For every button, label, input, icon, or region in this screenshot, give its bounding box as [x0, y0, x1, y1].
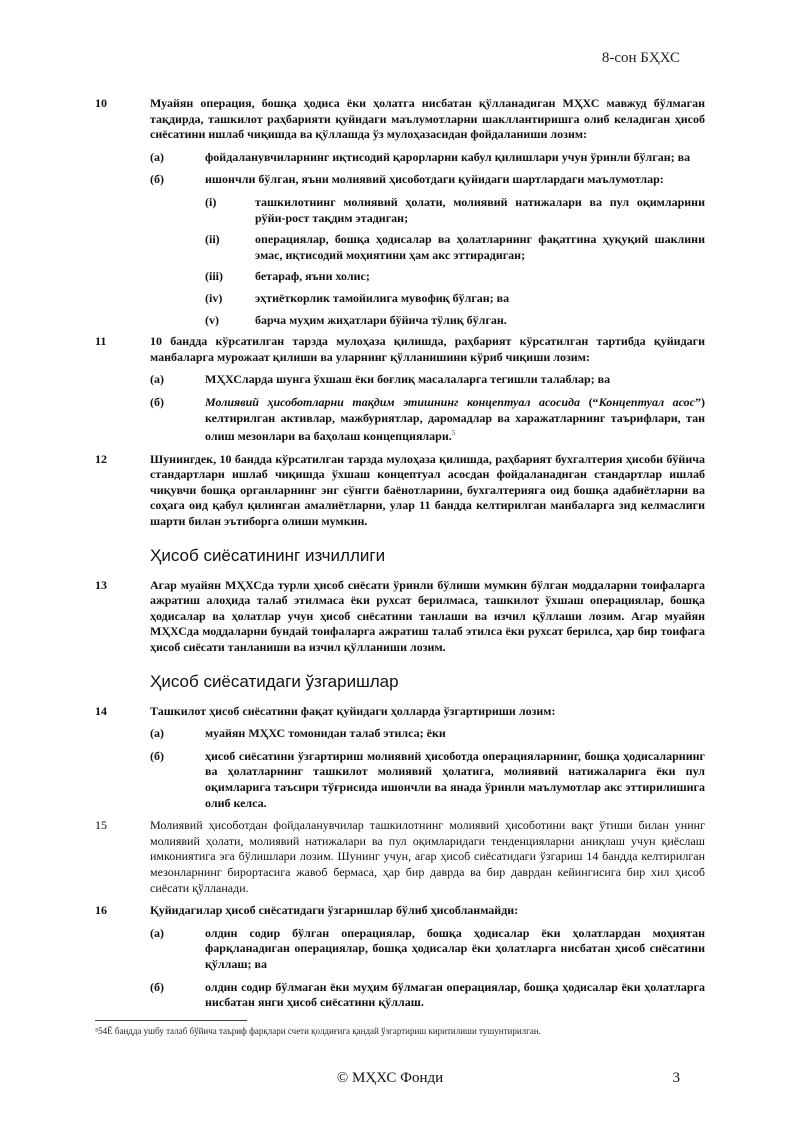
section-heading-changes: Ҳисоб сиёсатидаги ўзгаришлар	[150, 671, 399, 691]
list-text	[205, 395, 705, 445]
page-number: 3	[672, 1070, 680, 1086]
paragraph-16	[95, 903, 705, 919]
paragraph-text: 10 бандда кўрсатилган тарзда мулоҳаза қилишда, раҳбарият кўрсатилган тартибда қуйидаги манбаларга мурожаат қилиши ва уларнинг қўлланишини кўриб чиқиши лозим:	[150, 334, 705, 364]
list-text-rest: ”) келтирилган активлар, мажбуриятлар, даромадлар ва харажатларнинг таърифлари, тан олиш мезонлари ва баҳолаш концепциялари.	[205, 394, 706, 444]
list-label: (iv)	[205, 290, 223, 305]
paragraph-15	[95, 818, 705, 896]
list-label: (а)	[150, 372, 164, 387]
list-item-iii	[205, 269, 705, 285]
paragraph-number: 10	[95, 96, 107, 110]
list-item-b	[150, 980, 705, 1011]
list-item-a	[150, 150, 705, 166]
main-content	[95, 96, 705, 1018]
list-item-a	[150, 726, 705, 742]
list-label: (i)	[205, 194, 217, 209]
paragraph-13	[95, 578, 705, 656]
paragraph-number: 15	[95, 818, 107, 833]
paragraph-text: Қуйидагилар ҳисоб сиёсатидаги ўзгаришлар бўлиб ҳисобланмайди:	[150, 903, 519, 918]
copyright: © МҲХС Фонди	[336, 1070, 444, 1086]
paragraph-text: Агар муайян МҲХСда турли ҳисоб сиёсати ўринли бўлиши мумкин бўлган моддаларни тоифаларга ажратиш алоҳида талаб этилмаса ёки рухсат берилмаса, ташкилот ўхшаш операциялар, бошқа ҳодисалар ва ҳолатлар учун ҳисоб сиёсатини танлаши ва изчил қўллаши лозим. Агар муайян МҲХСда моддаларни бундай тоифаларга ажратиш талаб этилса ёки рухсат берилса, ҳар бир тоифага ҳисоб сиёсати танланиши ва изчил қўлланиши лозим.	[150, 577, 705, 655]
paragraph-text: Молиявий ҳисоботдан фойдаланувчилар ташкилотнинг молиявий ҳисоботини вақт ўтиши билан унинг молиявий ҳолати, молиявий натижалари ва пул оқимларидаги тенденцияларни аниқлаш учун қиёслаш имкониятига эга бўлишлари лозим. Шунинг учун, агар ҳисоб сиёсатидаги ўзгариш 14 бандда келтирилган мезонларнинг бирортасига жавоб бермаса, ҳар бир даврда ва бир даврдан кейингисига бир хил ҳисоб сиёсати қўлланади.	[150, 818, 705, 895]
paragraph-number: 11	[95, 334, 107, 349]
list-label: (б)	[150, 979, 164, 994]
list-label: (б)	[150, 748, 164, 763]
list-text: ташкилотнинг молиявий ҳолати, молиявий натижалари ва пул оқимларини рўйи-рост тақдим этадиган;	[255, 194, 705, 225]
quote-open: (“	[580, 394, 599, 409]
list-item-ii	[205, 232, 705, 263]
list-text: ишончли бўлган, яъни молиявий ҳисоботдаги қуйидаги шартлардаги маълумотлар:	[205, 172, 664, 187]
paragraph-number: 12	[95, 451, 107, 466]
paragraph-number: 13	[95, 577, 107, 592]
list-item-v	[205, 313, 705, 329]
framework-short-title: Концептуал асос	[598, 394, 696, 409]
list-label: (ii)	[205, 232, 220, 247]
list-text: МҲХСларда шунга ўхшаш ёки боғлиқ масалаларга тегишли талаблар; ва	[205, 372, 611, 387]
list-text: фойдаланувчиларнинг иқтисодий қарорларни кабул қилишлари учун ўринли бўлган; ва	[205, 149, 691, 164]
list-item-a	[150, 926, 705, 973]
list-text: операциялар, бошқа ҳодисалар ва ҳолатларнинг фақатгина ҳуқуқий шаклини эмас, иқтисодий моҳиятини ҳам акс эттирадиган;	[255, 232, 705, 262]
footnote: ⁵54Ё бандда ушбу талаб бўйича таъриф фарқлари счети қолдиғига қандай ўзгартириш киритилиши тушунтирилган.	[95, 1026, 541, 1036]
list-text: барча муҳим жиҳатлари бўйича тўлиқ бўлган.	[255, 312, 507, 327]
list-item-b	[150, 749, 705, 811]
footnote-divider	[95, 1020, 247, 1021]
list-label: (б)	[150, 394, 164, 409]
list-item-i	[205, 195, 705, 226]
running-header: 8-сон БҲХС	[601, 50, 680, 66]
list-item-b	[150, 395, 705, 445]
list-text: муайян МҲХС томонидан талаб этилса; ёки	[205, 726, 446, 741]
paragraph-11	[95, 334, 705, 365]
list-label: (б)	[150, 172, 164, 187]
section-heading-consistency: Ҳисоб сиёсатининг изчиллиги	[150, 545, 386, 565]
list-item-a	[150, 372, 705, 388]
list-label: (iii)	[205, 269, 223, 284]
paragraph-text: Ташкилот ҳисоб сиёсатини фақат қуйидаги ҳолларда ўзгартириши лозим:	[150, 703, 556, 718]
paragraph-text: Шунингдек, 10 бандда кўрсатилган тарзда мулоҳаза қилишда, раҳбарият бухгалтерия ҳисоби бўйича стандартлари ишлаб чиқишда ўхшаш концептуал асосдан фойдаланадиган стандартлар ишлаб чиқувчи бошқа органларнинг энг сўнгги баёнотларини, бухгалтерияга оид бошқа адабиётларни ва соҳага оид қабул қилинган амалиётларни, улар 11 бандда келтирилган манбаларга зид келмаслиги шарти билан эътиборга олиши мумкин.	[150, 451, 705, 529]
footnote-mark[interactable]: 5	[451, 429, 456, 438]
list-text: бетараф, яъни холис;	[255, 269, 370, 284]
paragraph-12	[95, 452, 705, 530]
list-label: (v)	[205, 312, 219, 327]
list-label: (а)	[150, 726, 164, 741]
list-item-iv	[205, 291, 705, 307]
list-item-b	[150, 172, 705, 188]
list-label: (а)	[150, 925, 164, 940]
paragraph-number: 16	[95, 903, 107, 918]
paragraph-number: 14	[95, 703, 107, 718]
paragraph-text: Муайян операция, бошқа ҳодиса ёки ҳолатга нисбатан қўлланадиган МҲХС мавжуд бўлмаган тақдирда, ташкилот раҳбарияти қуйидаги маълумотларни шакллантиришга олиб келадиган ҳисоб сиёсатини ишлаб чиқишда ва қўллашда ўз мулоҳазасидан фойдаланиши лозим:	[150, 96, 705, 142]
list-text: олдин содир бўлган операциялар, бошқа ҳодисалар ёки ҳолатлардан моҳиятан фарқланадиган операциялар, бошқа ҳодисалар ёки ҳолатларга нисбатан ҳисоб сиёсатини қўллаш; ва	[205, 925, 705, 971]
paragraph-10	[95, 96, 705, 143]
list-text: эҳтиёткорлик тамойилига мувофиқ бўлган; ва	[255, 290, 510, 305]
paragraph-14	[95, 704, 705, 720]
list-text: олдин содир бўлмаган ёки муҳим бўлмаган операциялар, бошқа ҳодисалар ёки ҳолатларга нисбатан янги ҳисоб сиёсатини қўллаш.	[205, 979, 705, 1010]
list-label: (а)	[150, 149, 164, 164]
list-text: ҳисоб сиёсатини ўзгартириш молиявий ҳисоботда операцияларнинг, бошқа ҳодисаларнинг ва ҳолатларнинг ташкилот молиявий ҳолатига, молиявий натижаларига ёки пул оқимларига таъсири тўғрисида ишончли ва янада ўринли маълумотлар акс эттирилишига олиб келса.	[205, 748, 705, 810]
framework-title: Молиявий ҳисоботларни тақдим этишнинг концептуал асосида	[205, 394, 581, 409]
